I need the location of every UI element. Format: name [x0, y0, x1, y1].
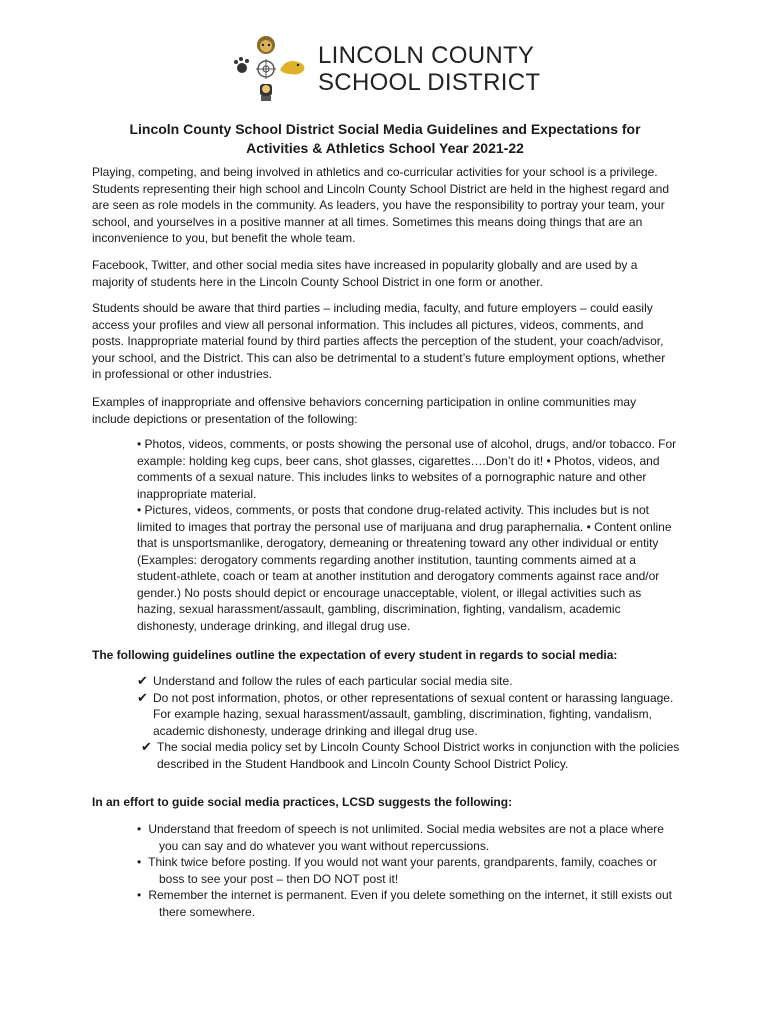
guidelines-heading: The following guidelines outline the expectation of every student in regards to social media: [92, 648, 618, 662]
check-mark-icon: ✔ [141, 739, 152, 754]
check-mark-icon: ✔ [137, 689, 148, 705]
example-item: • Photos, videos, comments, or posts showing the personal use of alcohol, drugs, and/or tobacco. For example: holding keg cups, beer cans, shot glasses, cigarettes….Don’t do it! • Photos, videos, and comments of a sexual nature. This includes links to websites of a pornographic nature and other inappropriate material. [137, 437, 677, 501]
examples-intro-paragraph: Examples of inappropriate and offensive behaviors concerning participation in online communities may include depictions or presentation of the following: [92, 395, 637, 426]
social-media-paragraph: Facebook, Twitter, and other social media sites have increased in popularity globally and are used by a majority of students here in the Lincoln County School District in one form or another. [92, 258, 638, 289]
suggestions-list [137, 821, 682, 920]
intro-paragraph: Playing, competing, and being involved in athletics and co-curricular activities for your school is a privilege. Students representing their high school and Lincoln County School District are held in the highest regard and are seen as role models in the community. As leaders, you have the responsibility to portray your team, your school, and yourselves in a positive manner at all times. Sometimes this means doing things that are an inconvenience to you, but benefit the whole team. [92, 165, 670, 245]
bullet-icon: • [137, 822, 142, 836]
suggestion-text: Understand that freedom of speech is not unlimited. Social media websites are not a place where you can say and do whatever you want without repercussions. [148, 822, 664, 853]
examples-list [137, 436, 677, 634]
guideline-text: The social media policy set by Lincoln County School District works in conjunction with the policies described in the Student Handbook and Lincoln County School District Policy. [157, 740, 680, 771]
bullet-icon: • [137, 888, 142, 902]
guideline-item [137, 673, 682, 690]
bullet-icon: • [137, 855, 142, 869]
suggestions-heading: In an effort to guide social media practices, LCSD suggests the following: [92, 795, 513, 809]
title-line2: Activities & Athletics School Year 2021-22 [246, 140, 524, 156]
guideline-text: Do not post information, photos, or other representations of sexual content or harassing language. For example hazing, sexual harassment/assault, gambling, discrimination, fighting, vandalism, academic dishonesty, underage drinking and illegal drug use. [153, 690, 674, 738]
mascot-logos-icon [228, 34, 308, 104]
district-logo [228, 34, 308, 104]
district-name-line2: SCHOOL DISTRICT [318, 69, 541, 96]
suggestion-text: Remember the internet is permanent. Even if you delete something on the internet, it still exists out there somewhere. [148, 888, 672, 919]
guideline-text: Understand and follow the rules of each particular social media site. [153, 674, 513, 688]
guidelines-list [137, 673, 682, 772]
guideline-item [141, 739, 682, 772]
example-item: • Pictures, videos, comments, or posts that condone drug-related activity. This includes but is not limited to images that portray the personal use of marijuana and drug paraphernalia. • Content online that is unsportsmanlike, derogatory, demeaning or threatening toward any other individual or entity (Examples: derogatory comments regarding another institution, taunting comments aimed at a student-athlete, coach or team at another institution and derogatory comments against race and/or gender.) No posts should depict or encourage unacceptable, violent, or illegal activities such as hazing, sexual harassment/assault, gambling, discrimination, fighting, vandalism, academic dishonesty, underage drinking, and illegal drug use. [137, 503, 672, 633]
suggestion-item [137, 821, 682, 854]
guideline-item [137, 690, 682, 740]
third-parties-paragraph: Students should be aware that third parties – including media, faculty, and future employers – could easily access your profiles and view all personal information. This includes all pictures, videos, comments, and posts. Inappropriate material found by third parties affects the perception of the student, your coach/advisor, your school, and the District. This can also be detrimental to a student’s future employment options, whether in professional or other industries. [92, 301, 666, 381]
suggestion-item [137, 887, 682, 920]
title-line1: Lincoln County School District Social Media Guidelines and Expectations for [129, 121, 641, 137]
district-name-line1: LINCOLN COUNTY [318, 42, 535, 69]
suggestion-text: Think twice before posting. If you would not want your parents, grandparents, family, coaches or boss to see your post – then DO NOT post it! [148, 855, 657, 886]
district-name [318, 42, 540, 96]
suggestion-item [137, 854, 682, 887]
check-mark-icon: ✔ [137, 673, 148, 688]
document-title [60, 120, 710, 158]
